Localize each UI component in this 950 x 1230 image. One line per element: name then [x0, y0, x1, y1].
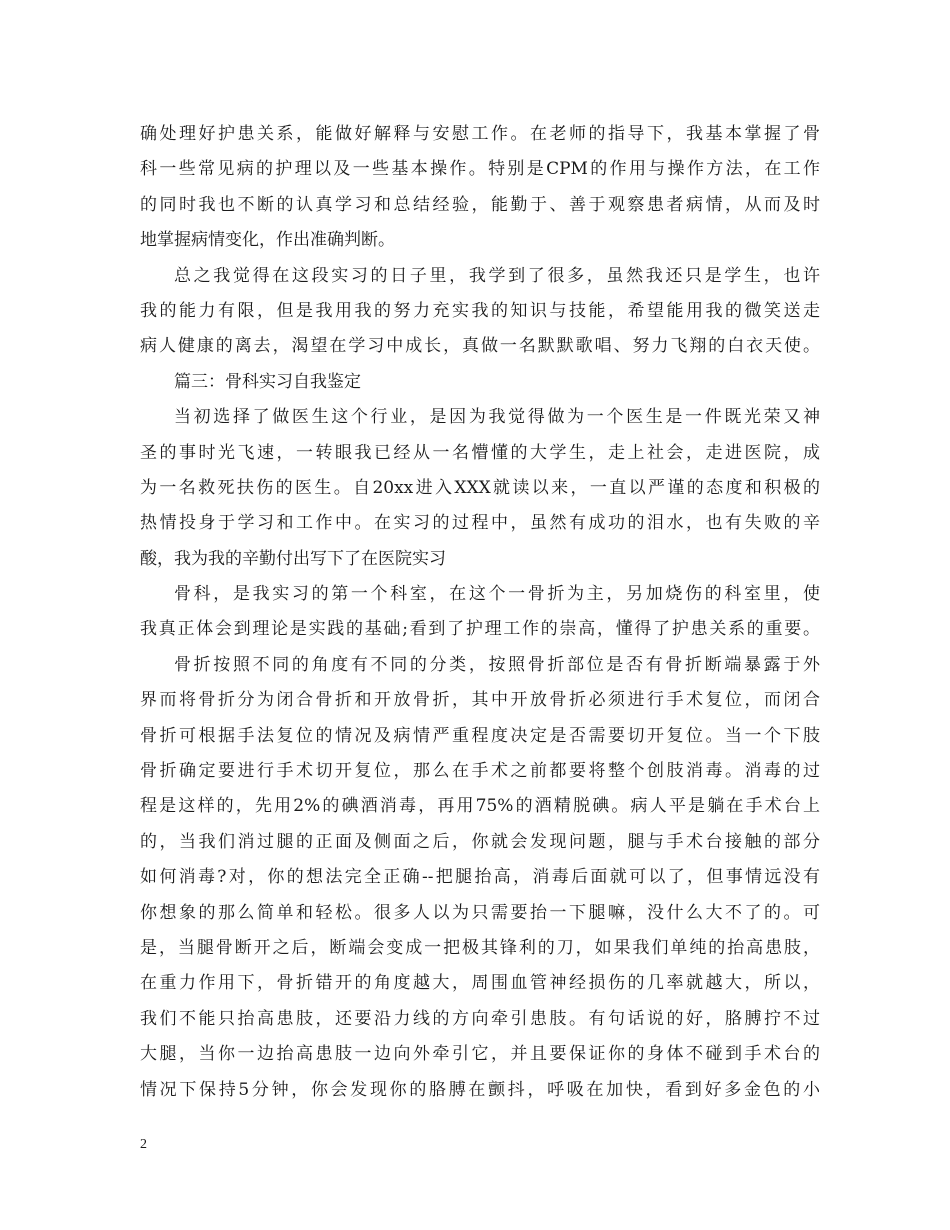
text-line: 确处理好护患关系，能做好解释与安慰工作。在老师的指导下，我基本掌握了骨: [140, 124, 820, 144]
text-line: 我们不能只抬高患肢，还要沿力线的方向牵引患肢。有句话说的好，胳膊拧不过: [140, 1008, 820, 1029]
text-line: 在重力作用下，骨折错开的角度越大，周围血管神经损伤的几率就越大，所以，: [140, 973, 820, 994]
text-line: 我真正体会到理论是实践的基础;看到了护理工作的崇高，懂得了护患关系的重要。: [140, 619, 820, 640]
text-line: 大腿，当你一边抬高患肢一边向外牵引它，并且要保证你的身体不碰到手术台的: [140, 1044, 820, 1065]
text-line: 骨科，是我实习的第一个科室，在这个一骨折为主，另加烧伤的科室里，使: [174, 584, 820, 605]
text-line: 病人健康的离去，渴望在学习中成长，真做一名默默歌唱、努力飞翔的白衣天使。: [140, 336, 820, 357]
text-line: 情况下保持5分钟，你会发现你的胳膊在颤抖，呼吸在加快，看到好多金色的小: [140, 1079, 820, 1100]
text-line: 我的能力有限，但是我用我的努力充实我的知识与技能，希望能用我的微笑送走: [140, 300, 820, 321]
text-line: 是，当腿骨断开之后，断端会变成一把极其锋利的刀，如果我们单纯的抬高患肢，: [140, 937, 820, 958]
text-line: 界而将骨折分为闭合骨折和开放骨折，其中开放骨折必须进行手术复位，而闭合: [140, 690, 820, 711]
text-line: 骨折确定要进行手术切开复位，那么在手术之前都要将整个创肢消毒。消毒的过: [140, 761, 820, 782]
text-line: 的，当我们消过腿的正面及侧面之后，你就会发现问题，腿与手术台接触的部分: [140, 831, 820, 852]
text-line: 当初选择了做医生这个行业，是因为我觉得做为一个医生是一件既光荣又神: [174, 407, 820, 428]
text-line: 地掌握病情变化，作出准确判断。: [140, 230, 395, 251]
text-line: 篇三：骨科实习自我鉴定: [174, 371, 361, 392]
body-text: [140, 117, 820, 1108]
text-line: 总之我觉得在这段实习的日子里，我学到了很多，虽然我还只是学生，也许: [174, 265, 820, 286]
text-line: 如何消毒?对，你的想法完全正确--把腿抬高，消毒后面就可以了，但事情远没有: [140, 867, 820, 888]
page-number: 2: [140, 1137, 147, 1152]
text-line: 骨折可根据手法复位的情况及病情严重程度决定是否需要切开复位。当一个下肢: [140, 725, 820, 746]
text-line: 圣的事时光飞速，一转眼我已经从一名懵懂的大学生，走上社会，走进医院，成: [140, 442, 820, 463]
text-line: 科一些常见病的护理以及一些基本操作。特别是CPM的作用与操作方法，在工作: [140, 159, 820, 180]
text-line: 为一名救死扶伤的医生。自20xx进入XXX就读以来，一直以严谨的态度和积极的: [140, 477, 820, 498]
text-line: 酸，我为我的辛勤付出写下了在医院实习: [140, 548, 446, 569]
text-line: 程是这样的，先用2%的碘酒消毒，再用75%的酒精脱碘。病人平是躺在手术台上: [140, 796, 820, 817]
text-line: 骨折按照不同的角度有不同的分类，按照骨折部位是否有骨折断端暴露于外: [174, 654, 820, 675]
text-line: 你想象的那么简单和轻松。很多人以为只需要抬一下腿嘛，没什么大不了的。可: [140, 902, 820, 923]
text-line: 的同时我也不断的认真学习和总结经验，能勤于、善于观察患者病情，从而及时: [140, 194, 820, 215]
text-line: 热情投身于学习和工作中。在实习的过程中，虽然有成功的泪水，也有失败的辛: [140, 513, 820, 534]
